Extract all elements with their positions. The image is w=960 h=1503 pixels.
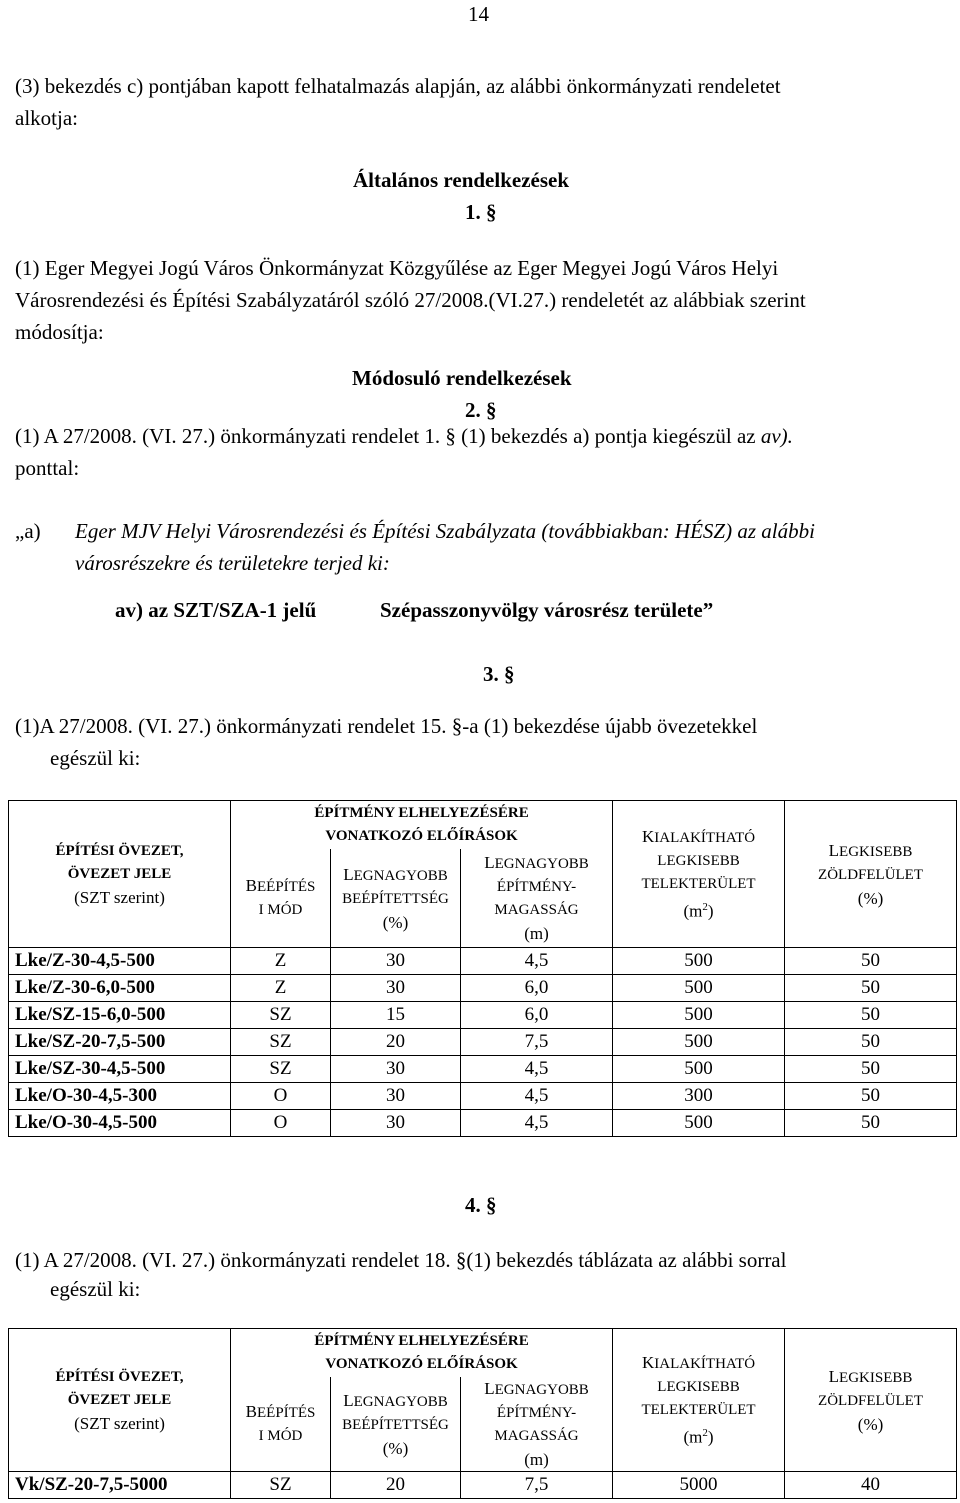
plot-header-1: KIALAKÍTHATÓ: [641, 827, 756, 847]
mode-header-2: I MÓD: [258, 1428, 303, 1444]
zone-header-1: ÉPÍTÉSI ÖVEZET,: [55, 842, 184, 859]
table-cell: 500: [613, 1029, 785, 1056]
table-cell: 30: [331, 975, 461, 1002]
table-cell: 5000: [613, 1472, 785, 1499]
para1-line-1: (1) Eger Megyei Jogú Város Önkormányzat Közgyűlése az Eger Megyei Jogú Város Helyi: [15, 256, 779, 280]
group-header-cell: [231, 1329, 613, 1378]
zone-header-1: ÉPÍTÉSI ÖVEZET,: [55, 1368, 184, 1385]
table-cell: 4,5: [461, 1056, 613, 1083]
table-cell: 50: [785, 1083, 957, 1110]
coverage-header-cell: [331, 849, 461, 948]
para1-line-3: módosítja:: [15, 320, 104, 344]
green-header-1: LEGKISEBB: [828, 840, 913, 860]
table-row: [9, 1002, 957, 1029]
zone-header-2: ÖVEZET JELE: [67, 865, 172, 882]
green-header-cell: [785, 801, 957, 948]
table-cell: 50: [785, 1002, 957, 1029]
coverage-header-1: LEGNAGYOBB: [343, 864, 448, 884]
table-cell: 4,5: [461, 948, 613, 975]
green-header-1: LEGKISEBB: [828, 1366, 913, 1386]
zone-code-cell: Vk/SZ-20-7,5-5000: [9, 1472, 231, 1499]
height-header-cell: [461, 1377, 613, 1472]
table-cell: SZ: [231, 1472, 331, 1499]
table-header-row: [9, 801, 957, 850]
coverage-header-3: (%): [382, 1438, 409, 1458]
zone-table-2: [8, 1328, 957, 1499]
height-header-4: (m): [524, 924, 549, 943]
plot-header-cell: [613, 1329, 785, 1472]
quote-marker: „a): [15, 519, 41, 543]
group-header-2: VONATKOZÓ ELŐÍRÁSOK: [325, 1356, 518, 1372]
table-cell: 50: [785, 948, 957, 975]
para3-line-2: egészül ki:: [50, 746, 141, 770]
zone-code-cell: Lke/O-30-4,5-300: [9, 1083, 231, 1110]
green-header-2: ZÖLDFELÜLET: [818, 1392, 924, 1409]
para2-line-1-text: (1) A 27/2008. (VI. 27.) önkormányzati rendelet 1. § (1) bekezdés a) pontja kiegészül az: [15, 424, 761, 448]
height-header-1: LEGNAGYOBB: [484, 853, 589, 872]
plot-header-3: TELEKTERÜLET: [641, 876, 756, 893]
table-cell: 15: [331, 1002, 461, 1029]
zone-header-3: (SZT szerint): [74, 887, 165, 907]
intro-line-2: alkotja:: [15, 106, 78, 130]
coverage-header-1: LEGNAGYOBB: [343, 1390, 448, 1410]
section-3-number: 3. §: [483, 662, 515, 686]
table-cell: 300: [613, 1083, 785, 1110]
zone-code-cell: Lke/Z-30-4,5-500: [9, 948, 231, 975]
table-row: [9, 948, 957, 975]
table-cell: 50: [785, 1056, 957, 1083]
table-cell: 50: [785, 1029, 957, 1056]
plot-header-cell: [613, 801, 785, 948]
section-1-number: 1. §: [465, 200, 497, 224]
plot-header-4: $(m^2)$: [683, 901, 714, 921]
group-header-1: ÉPÍTMÉNY ELHELYEZÉSÉRE: [314, 1333, 529, 1349]
plot-header-4: $(m^2)$: [683, 1427, 714, 1447]
section-general-title: Általános rendelkezések: [353, 168, 570, 192]
table-cell: 20: [331, 1472, 461, 1499]
table-cell: 4,5: [461, 1083, 613, 1110]
table-cell: 7,5: [461, 1472, 613, 1499]
mode-header-cell: [231, 849, 331, 948]
table-cell: 30: [331, 1083, 461, 1110]
section-2-number: 2. §: [465, 398, 497, 422]
height-header-2: ÉPÍTMÉNY-: [496, 1405, 577, 1421]
green-header-3: (%): [857, 1414, 884, 1434]
section-amend-title: Módosuló rendelkezések: [352, 366, 572, 390]
zone-header-2: ÖVEZET JELE: [67, 1391, 172, 1408]
height-header-cell: [461, 849, 613, 948]
table-cell: 20: [331, 1029, 461, 1056]
green-header-3: (%): [857, 888, 884, 908]
av-label: av) az SZT/SZA-1 jelű: [115, 598, 317, 622]
green-header-cell: [785, 1329, 957, 1472]
zone-code-cell: Lke/SZ-15-6,0-500: [9, 1002, 231, 1029]
table-cell: O: [231, 1110, 331, 1137]
table-cell: 500: [613, 1002, 785, 1029]
para2-line-2: ponttal:: [15, 456, 80, 480]
plot-header-3: TELEKTERÜLET: [641, 1402, 756, 1419]
table-cell: SZ: [231, 1056, 331, 1083]
table-cell: 6,0: [461, 1002, 613, 1029]
group-header-cell: [231, 801, 613, 850]
para4-line-1: (1) A 27/2008. (VI. 27.) önkormányzati rendelet 18. §(1) bekezdés táblázata az alábbi sorral: [15, 1248, 787, 1272]
coverage-header-2: BEÉPÍTETTSÉG: [342, 1416, 449, 1433]
table-cell: 4,5: [461, 1110, 613, 1137]
table-cell: 50: [785, 1110, 957, 1137]
table-row: [9, 1083, 957, 1110]
table-cell: 30: [331, 1110, 461, 1137]
coverage-header-2: BEÉPÍTETTSÉG: [342, 890, 449, 907]
green-header-2: ZÖLDFELÜLET: [818, 866, 924, 883]
height-header-3: MAGASSÁG: [494, 902, 579, 918]
zone-header-cell: [9, 801, 231, 948]
zone-code-cell: Lke/SZ-30-4,5-500: [9, 1056, 231, 1083]
table-cell: 50: [785, 975, 957, 1002]
mode-header-1: BEÉPÍTÉS: [245, 876, 316, 895]
table-cell: 500: [613, 1056, 785, 1083]
page-number: 14: [468, 2, 489, 26]
group-header-1: ÉPÍTMÉNY ELHELYEZÉSÉRE: [314, 805, 529, 821]
table-cell: Z: [231, 948, 331, 975]
para1-line-2: Városrendezési és Építési Szabályzatáról szóló 27/2008.(VI.27.) rendeletét az alábbiak szerint: [15, 288, 806, 312]
height-header-2: ÉPÍTMÉNY-: [496, 879, 577, 895]
para2-line-1-italic: av).: [760, 424, 793, 448]
table-cell: 30: [331, 1056, 461, 1083]
table-row: [9, 1110, 957, 1137]
zone-code-cell: Lke/Z-30-6,0-500: [9, 975, 231, 1002]
table-cell: 500: [613, 948, 785, 975]
table-cell: 7,5: [461, 1029, 613, 1056]
height-header-1: LEGNAGYOBB: [484, 1379, 589, 1398]
para3-line-1: (1)A 27/2008. (VI. 27.) önkormányzati rendelet 15. §-a (1) bekezdése újabb övezetekkel: [15, 714, 758, 738]
intro-line-1: (3) bekezdés c) pontjában kapott felhatalmazás alapján, az alábbi önkormányzati rendeletet: [15, 74, 781, 98]
table-row: [9, 1029, 957, 1056]
zone-code-cell: Lke/SZ-20-7,5-500: [9, 1029, 231, 1056]
mode-header-2: I MÓD: [258, 902, 303, 918]
table-cell: O: [231, 1083, 331, 1110]
height-header-3: MAGASSÁG: [494, 1428, 579, 1444]
table-cell: SZ: [231, 1029, 331, 1056]
table-header-row: [9, 1329, 957, 1378]
zone-table-1: [8, 800, 957, 1137]
table-cell: 6,0: [461, 975, 613, 1002]
zone-code-cell: Lke/O-30-4,5-500: [9, 1110, 231, 1137]
table-cell: 30: [331, 948, 461, 975]
mode-header-cell: [231, 1377, 331, 1472]
av-value: Szépasszonyvölgy városrész területe”: [380, 598, 714, 622]
table-row: [9, 1056, 957, 1083]
mode-header-1: BEÉPÍTÉS: [245, 1402, 316, 1421]
table-row: [9, 1472, 957, 1499]
coverage-header-3: (%): [382, 912, 409, 932]
para4-line-2: egészül ki:: [50, 1277, 141, 1301]
table-cell: 500: [613, 975, 785, 1002]
height-header-4: (m): [524, 1450, 549, 1469]
section-4-number: 4. §: [465, 1193, 497, 1217]
table-cell: SZ: [231, 1002, 331, 1029]
quote-line-1: Eger MJV Helyi Városrendezési és Építési Szabályzata (továbbiakban: HÉSZ) az alábbi: [75, 519, 815, 543]
para2-line-1: [15, 420, 793, 452]
plot-header-1: KIALAKÍTHATÓ: [641, 1353, 756, 1373]
table-cell: Z: [231, 975, 331, 1002]
coverage-header-cell: [331, 1377, 461, 1472]
group-header-2: VONATKOZÓ ELŐÍRÁSOK: [325, 828, 518, 844]
zone-header-3: (SZT szerint): [74, 1413, 165, 1433]
zone-header-cell: [9, 1329, 231, 1472]
table-cell: 40: [785, 1472, 957, 1499]
plot-header-2: LEGKISEBB: [657, 853, 740, 870]
plot-header-2: LEGKISEBB: [657, 1379, 740, 1396]
table-row: [9, 975, 957, 1002]
table-cell: 500: [613, 1110, 785, 1137]
quote-line-2: városrészekre és területekre terjed ki:: [75, 551, 390, 575]
